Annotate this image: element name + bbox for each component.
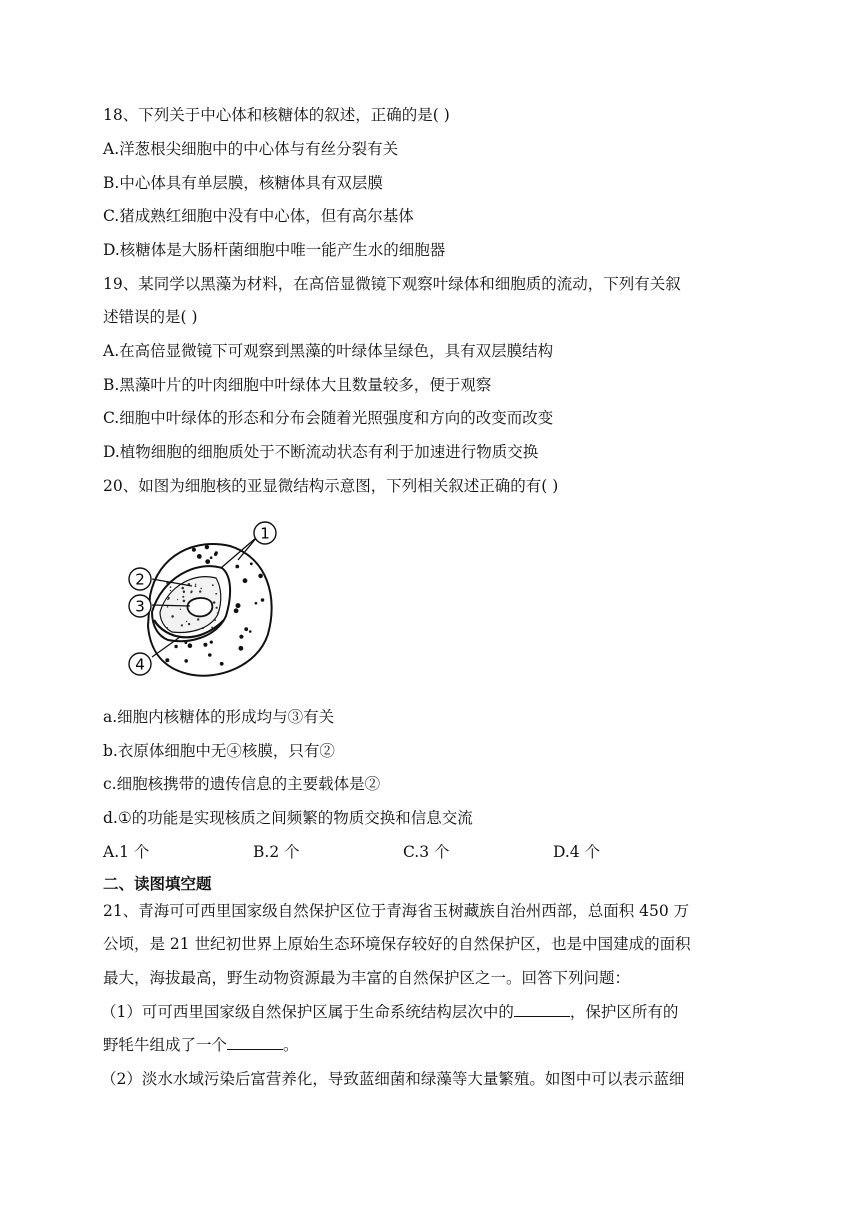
pore-dot bbox=[166, 659, 169, 662]
q18-option-b: B.中心体具有单层膜，核糖体具有双层膜 bbox=[103, 174, 383, 192]
q21-sub1-text-c: 野牦牛组成了一个 bbox=[103, 1036, 228, 1054]
pore-dot bbox=[210, 641, 213, 644]
chromatin-dot bbox=[214, 619, 216, 621]
pore-dot bbox=[243, 578, 248, 583]
pore-dot bbox=[273, 603, 278, 608]
q21-sub1-line1 bbox=[101, 1001, 678, 1023]
label-2 bbox=[129, 568, 151, 590]
pore-dot bbox=[235, 565, 239, 569]
chromatin-dot bbox=[215, 593, 217, 595]
pore-dot bbox=[184, 659, 188, 663]
pore-dot bbox=[273, 602, 276, 605]
chromatin-dot bbox=[170, 590, 171, 591]
pore-dot bbox=[250, 661, 253, 664]
pore-dot bbox=[258, 574, 263, 579]
chromatin-dot bbox=[213, 601, 216, 604]
chromatin-dot bbox=[166, 627, 168, 629]
q19-option-b: B.黑藻叶片的叶肉细胞中叶绿体大且数量较多，便于观察 bbox=[103, 376, 492, 394]
q20-choice-b: B.2 个 bbox=[253, 843, 300, 861]
q18-option-d: D.核糖体是大肠杆菌细胞中唯一能产生水的细胞器 bbox=[103, 241, 446, 259]
chromatin-dot bbox=[167, 599, 168, 600]
nucleus-diagram bbox=[118, 516, 288, 691]
chromatin-dot bbox=[202, 627, 204, 629]
chromatin-dot bbox=[183, 592, 185, 594]
answer-blank-2[interactable] bbox=[227, 1035, 283, 1050]
chromatin-dot bbox=[180, 609, 181, 610]
chromatin-dot bbox=[197, 618, 199, 620]
chromatin-dot bbox=[200, 588, 202, 590]
q18-option-c: C.猪成熟红细胞中没有中心体，但有高尔基体 bbox=[103, 207, 414, 225]
chromatin-dot bbox=[199, 590, 201, 592]
q19-option-a: A.在高倍显微镜下可观察到黑藻的叶绿体呈绿色，具有双层膜结构 bbox=[103, 342, 554, 360]
pore-dot bbox=[249, 630, 252, 633]
chromatin-dot bbox=[168, 597, 170, 599]
pore-dot bbox=[250, 562, 253, 565]
pore-dot bbox=[208, 653, 212, 657]
q21-para-line3: 最大，海拔最高，野生动物资源最为丰富的自然保护区之一。回答下列问题： bbox=[103, 969, 631, 987]
q20-choice-c: C.3 个 bbox=[403, 843, 450, 861]
q21-sub1-text-a: （1）可可西里国家级自然保护区属于生命系统结构层次中的 bbox=[101, 1003, 514, 1021]
q21-sub1-text-b: ，保护区所有的 bbox=[569, 1003, 679, 1021]
pore-dot bbox=[214, 553, 217, 556]
q18-stem: 18、下列关于中心体和核糖体的叙述，正确的是( ) bbox=[103, 106, 450, 124]
q19-stem-line2: 述错误的是( ) bbox=[103, 308, 198, 326]
chromatin-dot bbox=[182, 596, 184, 598]
svg-text:2: 2 bbox=[135, 570, 145, 589]
q20-choice-a: A.1 个 bbox=[103, 843, 150, 861]
pore-dot bbox=[236, 603, 241, 608]
pore-dot bbox=[261, 598, 265, 602]
chromatin-dot bbox=[170, 586, 172, 588]
svg-text:1: 1 bbox=[260, 524, 270, 543]
svg-text:3: 3 bbox=[135, 597, 145, 616]
answer-blank-1[interactable] bbox=[514, 1002, 570, 1017]
pore-dot bbox=[239, 635, 243, 639]
pore-dot bbox=[269, 569, 272, 572]
chromatin-dot bbox=[212, 584, 214, 586]
chromatin-dot bbox=[195, 584, 196, 585]
pore-dot bbox=[205, 545, 209, 549]
nucleus-figure bbox=[118, 516, 288, 691]
q20-choice-d: D.4 个 bbox=[553, 843, 601, 861]
chromatin-dot bbox=[171, 615, 174, 618]
pore-dot bbox=[234, 608, 239, 613]
pore-dot bbox=[239, 646, 244, 651]
pore-dot bbox=[203, 643, 207, 647]
chromatin-dot bbox=[181, 587, 184, 590]
pore-dot bbox=[205, 559, 210, 564]
chromatin-dot bbox=[216, 607, 218, 609]
chromatin-dot bbox=[217, 612, 218, 613]
q20-statement-b: b.衣原体细胞中无④核膜，只有② bbox=[103, 742, 335, 760]
chromatin-dot bbox=[191, 590, 193, 592]
q20-statement-a: a.细胞内核糖体的形成均与③有关 bbox=[103, 708, 335, 726]
q21-sub2-line1: （2）淡水水域污染后富营养化，导致蓝细菌和绿藻等大量繁殖。如图中可以表示蓝细 bbox=[101, 1070, 685, 1088]
q18-option-a: A.洋葱根尖细胞中的中心体与有丝分裂有关 bbox=[103, 140, 399, 158]
pore-dot bbox=[270, 664, 275, 669]
pore-dot bbox=[210, 556, 213, 559]
label-4 bbox=[129, 653, 151, 675]
chromatin-dot bbox=[183, 600, 186, 603]
pore-dot bbox=[197, 554, 202, 559]
q20-stem: 20、如图为细胞核的亚显微结构示意图，下列相关叙述正确的有( ) bbox=[103, 477, 559, 495]
q19-option-d: D.植物细胞的细胞质处于不断流动状态有利于加速进行物质交换 bbox=[103, 443, 539, 461]
pore-dot bbox=[192, 548, 196, 552]
q21-para-line1: 21、青海可可西里国家级自然保护区位于青海省玉树藏族自治州西部，总面积 450 万 bbox=[103, 902, 690, 920]
chromatin-dot bbox=[167, 606, 169, 608]
pore-dot bbox=[255, 602, 258, 605]
q21-sub1-text-d: 。 bbox=[283, 1036, 299, 1054]
chromatin-dot bbox=[188, 623, 190, 625]
q20-statement-c: c.细胞核携带的遗传信息的主要载体是② bbox=[103, 775, 381, 793]
q21-sub1-line2 bbox=[103, 1034, 299, 1056]
chromatin-dot bbox=[181, 624, 183, 626]
pore-dot bbox=[220, 662, 224, 666]
q21-para-line2: 公顷，是 21 世纪初世界上原始生态环境保存较好的自然保护区，也是中国建成的面积 bbox=[103, 935, 691, 953]
chromatin-dot bbox=[186, 621, 187, 622]
section-heading: 二、读图填空题 bbox=[103, 874, 212, 893]
pore-dot bbox=[174, 645, 177, 648]
q19-stem-line1: 19、某同学以黑藻为材料，在高倍显微镜下观察叶绿体和细胞质的流动，下列有关叙 bbox=[103, 275, 681, 293]
pore-dot bbox=[177, 550, 180, 553]
label-1 bbox=[254, 522, 276, 544]
q19-option-c: C.细胞中叶绿体的形态和分布会随着光照强度和方向的改变而改变 bbox=[103, 409, 554, 427]
pore-dot bbox=[161, 666, 166, 671]
label-3 bbox=[129, 595, 151, 617]
chromatin-dot bbox=[177, 599, 178, 600]
pore-dot bbox=[188, 643, 193, 648]
chromatin-dot bbox=[195, 585, 197, 587]
q20-statement-d: d.①的功能是实现核质之间频繁的物质交换和信息交流 bbox=[103, 809, 473, 827]
svg-text:4: 4 bbox=[135, 655, 145, 674]
pore-dot bbox=[244, 627, 248, 631]
